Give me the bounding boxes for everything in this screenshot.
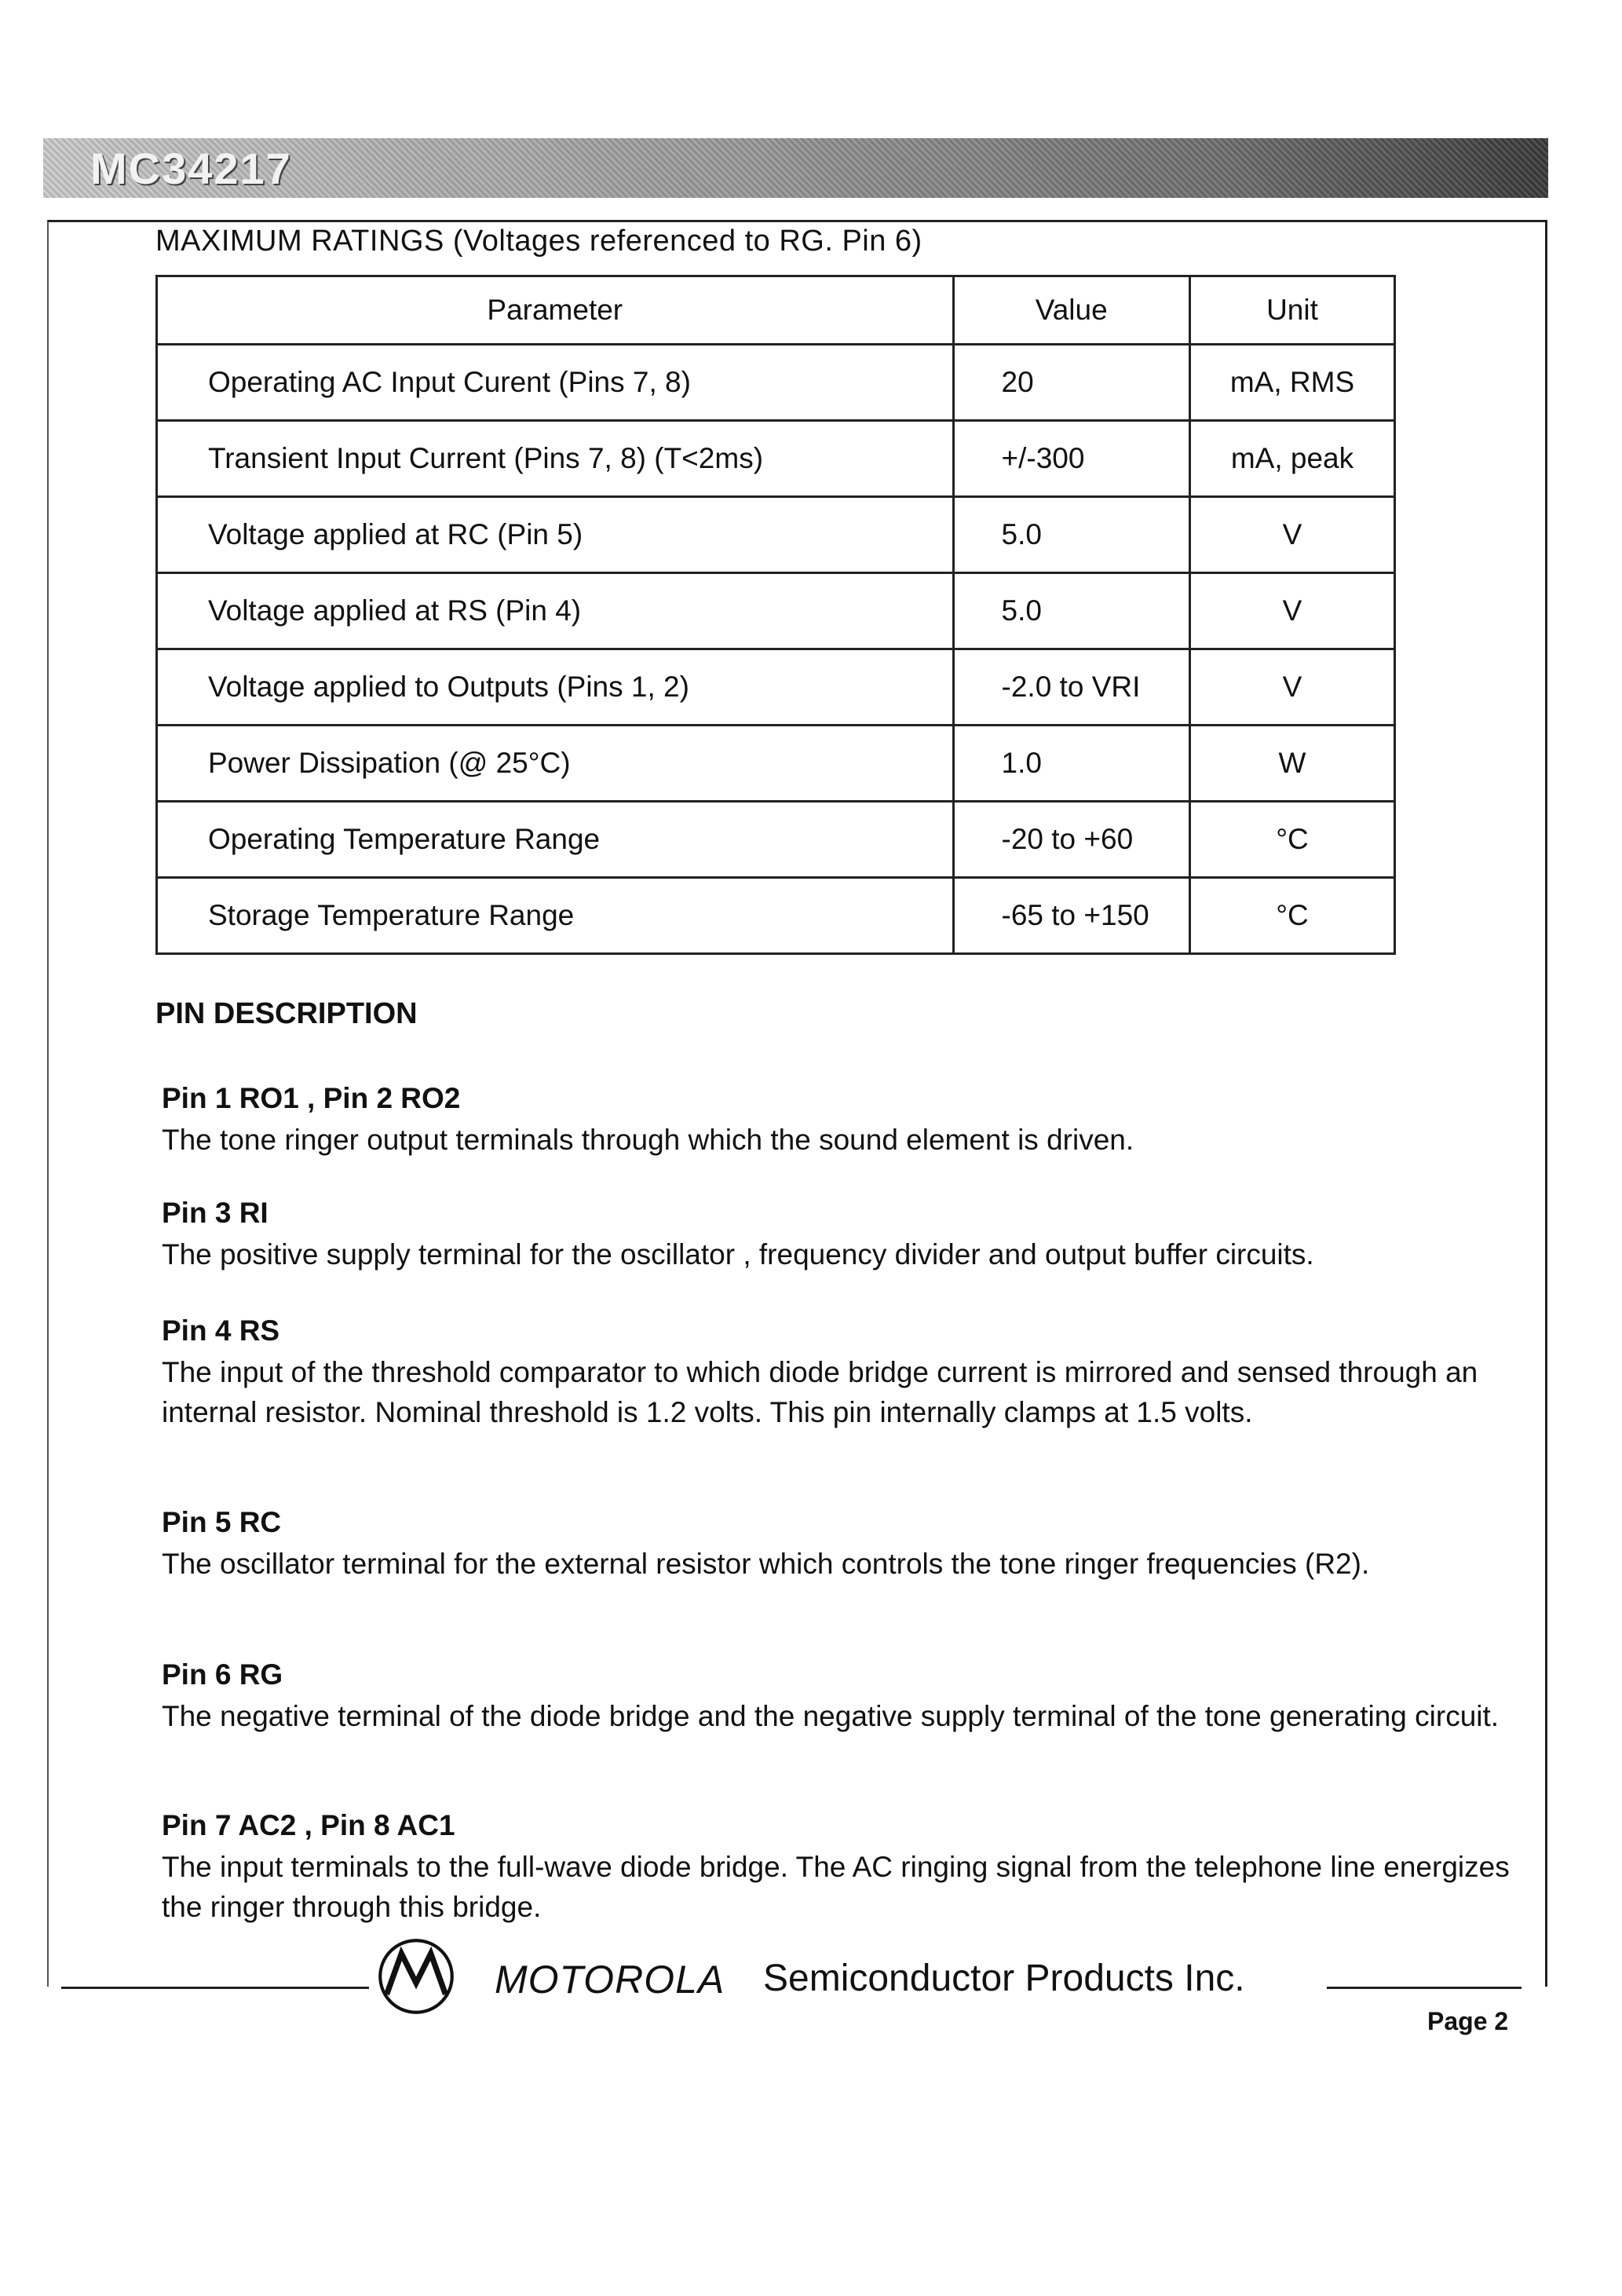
pin-desc: The positive supply terminal for the oscillator , frequency divider and output buffer circuits. <box>162 1238 1314 1270</box>
pin-label: Pin 1 RO1 , Pin 2 RO2 <box>162 1082 461 1114</box>
cell-value: +/-300 <box>953 421 1189 497</box>
pin-item <box>162 1506 1512 1584</box>
column-header-unit: Unit <box>1189 276 1394 345</box>
cell-value: 5.0 <box>953 573 1189 649</box>
cell-value: 1.0 <box>953 726 1189 802</box>
cell-parameter: Operating AC Input Curent (Pins 7, 8) <box>157 345 954 421</box>
pin-label: Pin 7 AC2 , Pin 8 AC1 <box>162 1809 455 1841</box>
table-row <box>157 421 1395 497</box>
pin-desc: The negative terminal of the diode bridge and the negative supply terminal of the tone generating circuit. <box>162 1700 1500 1732</box>
cell-parameter: Voltage applied to Outputs (Pins 1, 2) <box>157 649 954 726</box>
cell-value: -65 to +150 <box>953 878 1189 954</box>
column-header-parameter: Parameter <box>157 276 954 345</box>
pin-description-title: PIN DESCRIPTION <box>155 997 418 1030</box>
pin-item <box>162 1658 1512 1736</box>
footer-rule-left <box>61 1987 369 1989</box>
table-row <box>157 573 1395 649</box>
pin-item <box>162 1809 1512 1927</box>
cell-parameter: Storage Temperature Range <box>157 878 954 954</box>
table-row <box>157 878 1395 954</box>
table-row <box>157 649 1395 726</box>
cell-value: -20 to +60 <box>953 802 1189 878</box>
cell-unit: mA, RMS <box>1189 345 1394 421</box>
footer-rule-right <box>1327 1987 1522 1989</box>
cell-parameter: Operating Temperature Range <box>157 802 954 878</box>
header-bar <box>43 138 1548 198</box>
pin-item <box>162 1082 1512 1160</box>
table-header-row <box>157 276 1395 345</box>
cell-unit: V <box>1189 497 1394 573</box>
cell-unit: °C <box>1189 878 1394 954</box>
pin-item <box>162 1197 1512 1274</box>
cell-unit: V <box>1189 649 1394 726</box>
cell-value: 20 <box>953 345 1189 421</box>
part-number: MC34217 <box>90 144 292 193</box>
brand-name: MOTOROLA <box>495 1958 725 2002</box>
table-row <box>157 497 1395 573</box>
pin-desc: The input terminals to the full-wave diode bridge. The AC ringing signal from the telephone line energizes the ringer through this bridge. <box>162 1851 1510 1923</box>
cell-parameter: Transient Input Current (Pins 7, 8) (T<2ms) <box>157 421 954 497</box>
pin-label: Pin 5 RC <box>162 1506 282 1538</box>
pin-label: Pin 3 RI <box>162 1197 269 1229</box>
motorola-logo-icon <box>375 1936 457 2017</box>
pin-item <box>162 1314 1512 1432</box>
cell-unit: W <box>1189 726 1394 802</box>
ratings-heading: MAXIMUM RATINGS (Voltages referenced to RG. Pin 6) <box>155 225 922 258</box>
table-row <box>157 345 1395 421</box>
ratings-table <box>155 275 1396 955</box>
brand-subtitle: Semiconductor Products Inc. <box>763 1958 1245 1999</box>
column-header-value: Value <box>953 276 1189 345</box>
cell-unit: V <box>1189 573 1394 649</box>
cell-parameter: Voltage applied at RC (Pin 5) <box>157 497 954 573</box>
table-row <box>157 802 1395 878</box>
pin-label: Pin 4 RS <box>162 1314 280 1347</box>
pin-desc: The oscillator terminal for the external resistor which controls the tone ringer frequencies (R2). <box>162 1548 1370 1580</box>
cell-unit: °C <box>1189 802 1394 878</box>
pin-desc: The tone ringer output terminals through which the sound element is driven. <box>162 1124 1134 1156</box>
cell-parameter: Voltage applied at RS (Pin 4) <box>157 573 954 649</box>
pin-label: Pin 6 RG <box>162 1658 283 1691</box>
cell-value: -2.0 to VRI <box>953 649 1189 726</box>
cell-unit: mA, peak <box>1189 421 1394 497</box>
cell-parameter: Power Dissipation (@ 25°C) <box>157 726 954 802</box>
pin-desc: The input of the threshold comparator to which diode bridge current is mirrored and sensed through an internal resistor. Nominal threshold is 1.2 volts. This pin internally clamps at 1.5 volts. <box>162 1356 1478 1428</box>
table-row <box>157 726 1395 802</box>
cell-value: 5.0 <box>953 497 1189 573</box>
page-number: Page 2 <box>1427 2007 1509 2035</box>
